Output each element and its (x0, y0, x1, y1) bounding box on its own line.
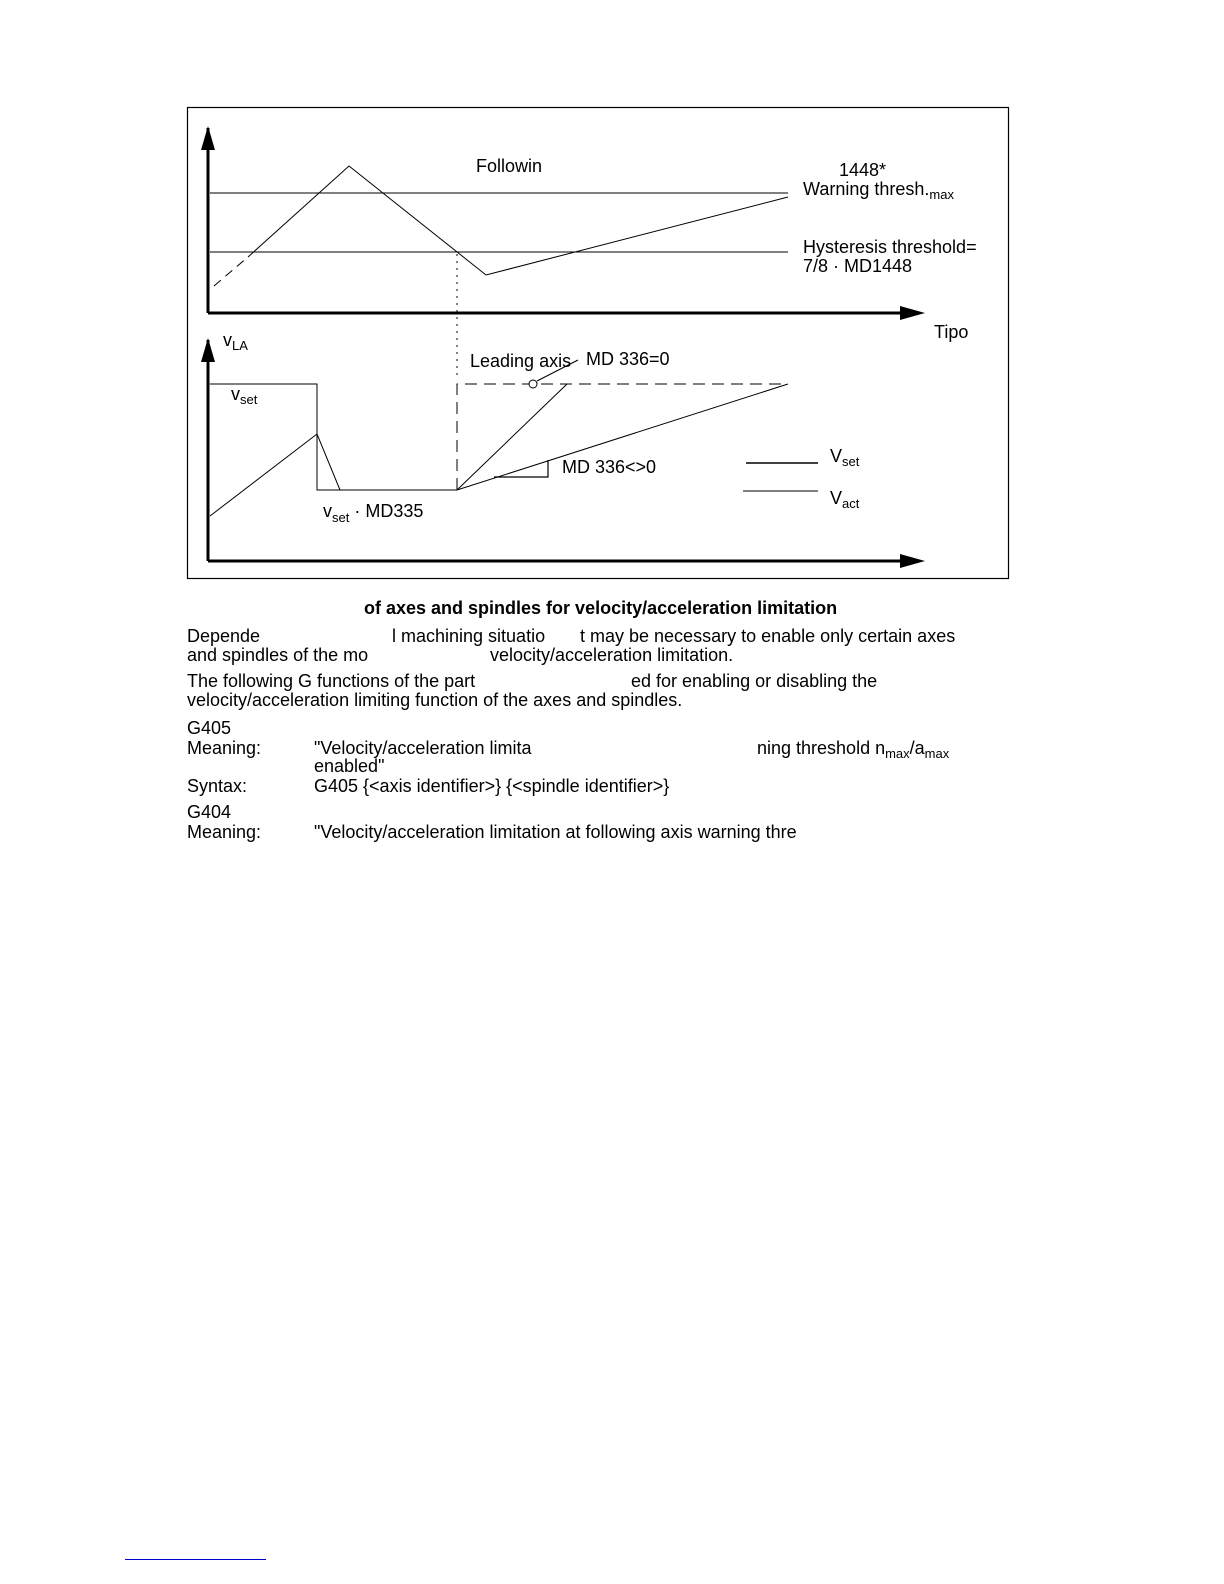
g405-syntax-label: Syntax: (187, 776, 248, 796)
g405-code: G405 (187, 718, 232, 738)
label-warning-thresh: Warning $thresh._{max}$ (803, 179, 954, 202)
g404-meaning: "Velocity/acceleration limitation at following axis warning thre (314, 822, 797, 842)
g405-meaning-a: "Velocity/acceleration limita (314, 738, 532, 758)
label-hysteresis-2: 7/8 · MD1448 (803, 256, 913, 276)
para1-line1-a: Depende (187, 626, 261, 646)
velocity-limitation-diagram (0, 0, 1224, 600)
label-md336-ne0: MD 336<>0 (562, 457, 657, 477)
label-vset-upper: $v_{set}$ (231, 384, 258, 407)
following-error-curve (248, 166, 788, 275)
figure-caption: of axes and spindles for velocity/acceleration limitation (364, 598, 838, 618)
legend-vact-label: $V_{act}$ (830, 488, 860, 511)
g405-syntax: G405 {<axis identifier>} {<spindle identifier>} (314, 776, 670, 796)
vact-profile (210, 434, 340, 516)
para2-line2: velocity/acceleration limiting function of the axes and spindles. (187, 690, 683, 710)
para1-line1-b: l machining situatio (392, 626, 546, 646)
label-followin: Followin (476, 156, 543, 176)
g404-meaning-label: Meaning: (187, 822, 262, 842)
label-md336-eq0: MD 336=0 (586, 349, 670, 369)
label-tipo: Tipo (934, 322, 969, 342)
label-leading-axis: Leading axis (470, 351, 572, 371)
para1-line1-c: t may be necessary to enable only certain axes (580, 626, 956, 646)
label-vset-md335: $v_{set} \cdot MD335$ (323, 501, 424, 525)
g404-code: G404 (187, 802, 232, 822)
g405-meaning-label: Meaning: (187, 738, 262, 758)
legend-vset-label: $V_{set}$ (830, 446, 860, 469)
para1-line2-a: and spindles of the mo (187, 645, 369, 665)
para2-line1-b: ed for enabling or disabling the (631, 671, 878, 691)
g405-meaning-b: ning threshold $n_{max}/a_{max}$ (757, 738, 950, 761)
label-hysteresis-1: Hysteresis threshold= (803, 237, 977, 257)
label-vla: $v_{LA}$ (223, 330, 248, 353)
footer-rule (125, 1559, 266, 1560)
para2-line1-a: The following G functions of the part (187, 671, 476, 691)
para1-line2-b: velocity/acceleration limitation. (490, 645, 734, 665)
g405-meaning-c: enabled" (314, 756, 385, 776)
label-md1448: 1448* (839, 160, 887, 180)
